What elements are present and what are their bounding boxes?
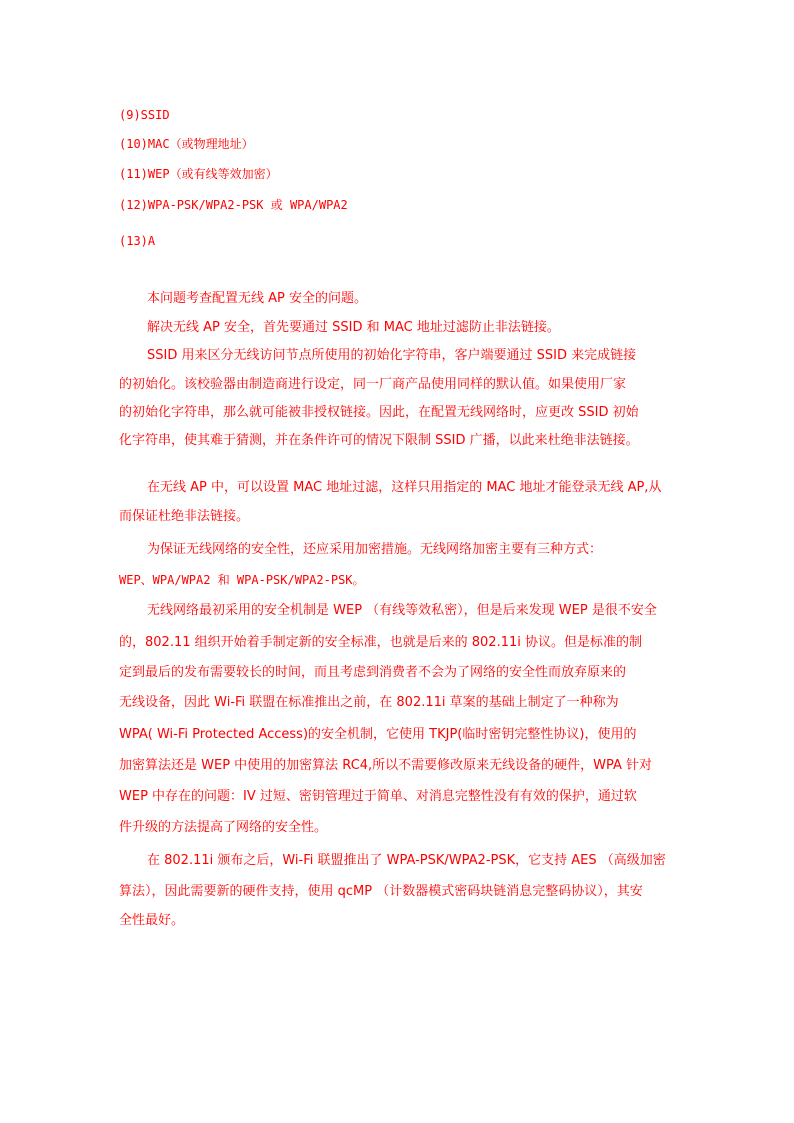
paragraph-wep-line-8: 件升级的方法提高了网络的安全性。	[119, 820, 328, 835]
paragraph-intro: 本问题考查配置无线 AP 安全的问题。	[147, 291, 367, 306]
paragraph-wep-line-2: 的，802.11 组织开始着手制定新的安全标准，也就是后来的 802.11i 协议。但是标准的制	[119, 635, 642, 650]
paragraph-wep-line-4: 无线设备，因此 Wi-Fi 联盟在标准推出之前，在 802.11i 草案的基础上制定了一种称为	[119, 695, 619, 710]
answer-9: (9)SSID	[119, 108, 170, 122]
answer-11: (11)WEP（或有线等效加密）	[119, 167, 278, 181]
paragraph-aes-line-1: 在 802.11i 颁布之后，Wi-Fi 联盟推出了 WPA-PSK/WPA2-PSK，它支持 AES （高级加密	[147, 853, 666, 868]
paragraph-wep-line-6: 加密算法还是 WEP 中使用的加密算法 RC4,所以不需要修改原来无线设备的硬件，WPA 针对	[119, 758, 653, 773]
paragraph-aes-line-3: 全性最好。	[119, 913, 185, 928]
paragraph-wep-line-3: 定到最后的发布需要较长的时间，而且考虑到消费者不会为了网络的安全性而放弃原来的	[119, 665, 627, 680]
paragraph-ssid-line-3: 的初始化字符串，那么就可能被非授权链接。因此，在配置无线网络时，应更改 SSID 初始	[119, 405, 639, 420]
answer-12: (12)WPA-PSK/WPA2-PSK 或 WPA/WPA2	[119, 198, 348, 212]
paragraph-wep-line-1: 无线网络最初采用的安全机制是 WEP （有线等效私密），但是后来发现 WEP 是很不安全	[147, 603, 657, 618]
paragraph-encryption-line-1: 为保证无线网络的安全性，还应采用加密措施。无线网络加密主要有三种方式：	[147, 542, 603, 557]
paragraph-wep-line-7: WEP 中存在的问题：IV 过短、密钥管理过于简单、对消息完整性没有有效的保护，通过软	[119, 789, 637, 804]
answer-13: (13)A	[119, 234, 156, 248]
paragraph-mac-line-2: 而保证杜绝非法链接。	[119, 509, 250, 524]
paragraph-ssid-line-4: 化字符串，使其难于猜测，并在条件许可的情况下限制 SSID 广播，以此来杜绝非法链接。	[119, 433, 639, 448]
paragraph-mac-line-1: 在无线 AP 中，可以设置 MAC 地址过滤，这样只用指定的 MAC 地址才能登录无线 AP,从	[147, 480, 662, 495]
paragraph-solution: 解决无线 AP 安全，首先要通过 SSID 和 MAC 地址过滤防止非法链接。	[147, 320, 560, 335]
paragraph-ssid-line-2: 的初始化。该校验器由制造商进行设定，同一厂商产品使用同样的默认值。如果使用厂家	[119, 377, 627, 392]
paragraph-aes-line-2: 算法），因此需要新的硬件支持，使用 qcMP （计数器模式密码块链消息完整码协议），其安	[119, 884, 643, 899]
answer-10: (10)MAC（或物理地址）	[119, 137, 254, 151]
paragraph-encryption-line-2: WEP、WPA/WPA2 和 WPA-PSK/WPA2-PSK。	[119, 573, 365, 587]
paragraph-ssid-line-1: SSID 用来区分无线访问节点所使用的初始化字符串，客户端要通过 SSID 来完成链接	[147, 348, 637, 363]
paragraph-wep-line-5: WPA( Wi-Fi Protected Access)的安全机制，它使用 TKJP(临时密钥完整性协议)，使用的	[119, 727, 637, 742]
